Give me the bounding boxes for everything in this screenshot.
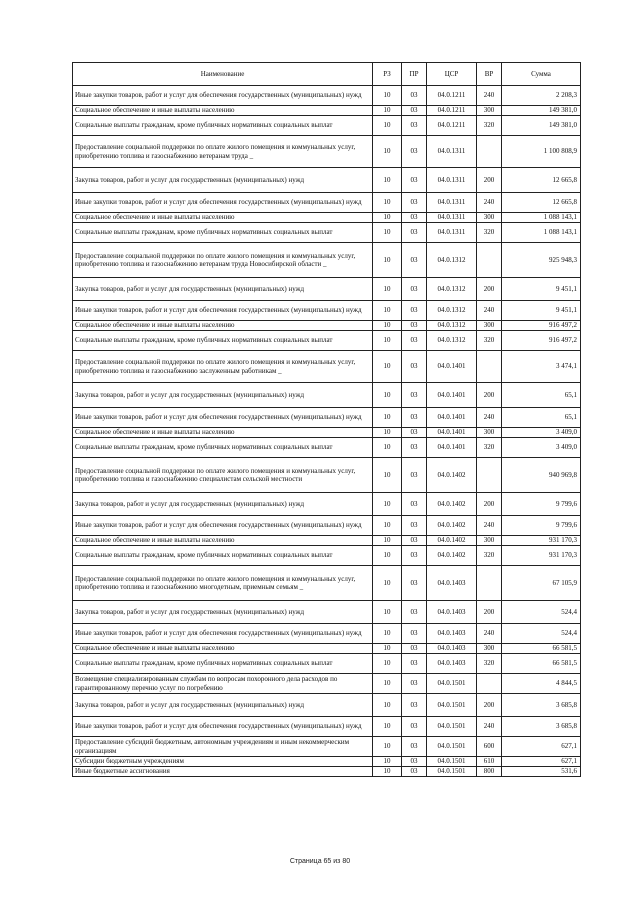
cell-vr: 300	[477, 213, 502, 223]
cell-pr: 03	[402, 694, 427, 717]
cell-vr: 240	[477, 516, 502, 536]
cell-csr: 04.0.1312	[427, 278, 477, 301]
cell-vr: 200	[477, 493, 502, 516]
table-row	[73, 116, 581, 136]
cell-rz: 10	[373, 193, 402, 213]
cell-rz: 10	[373, 493, 402, 516]
cell-rz: 10	[373, 546, 402, 566]
table-row	[73, 674, 581, 694]
cell-name: Иные закупки товаров, работ и услуг для обеспечения государственных (муниципальных) нужд	[73, 86, 373, 106]
cell-name: Иные закупки товаров, работ и услуг для обеспечения государственных (муниципальных) нужд	[73, 624, 373, 644]
cell-vr: 300	[477, 536, 502, 546]
cell-pr: 03	[402, 86, 427, 106]
cell-name: Закупка товаров, работ и услуг для государственных (муниципальных) нужд	[73, 278, 373, 301]
cell-name: Социальное обеспечение и иные выплаты населению	[73, 644, 373, 654]
cell-rz: 10	[373, 694, 402, 717]
cell-vr	[477, 351, 502, 383]
cell-name: Иные закупки товаров, работ и услуг для обеспечения государственных (муниципальных) нужд	[73, 717, 373, 737]
cell-sum: 3 409,0	[502, 428, 581, 438]
cell-pr: 03	[402, 654, 427, 674]
cell-name: Социальное обеспечение и иные выплаты населению	[73, 213, 373, 223]
cell-sum: 66 581,5	[502, 654, 581, 674]
cell-vr: 300	[477, 321, 502, 331]
cell-sum: 531,6	[502, 767, 581, 777]
cell-csr: 04.0.1401	[427, 438, 477, 458]
cell-sum: 67 105,9	[502, 566, 581, 601]
cell-rz: 10	[373, 428, 402, 438]
cell-vr: 240	[477, 301, 502, 321]
table-row	[73, 278, 581, 301]
table-row	[73, 168, 581, 193]
cell-name: Возмещение специализированным службам по вопросам похоронного дела расходов по гарантированному перечню услуг по погребению	[73, 674, 373, 694]
cell-pr: 03	[402, 717, 427, 737]
cell-vr	[477, 243, 502, 278]
cell-csr: 04.0.1311	[427, 136, 477, 168]
cell-vr: 300	[477, 644, 502, 654]
cell-csr: 04.0.1501	[427, 757, 477, 767]
table-row	[73, 321, 581, 331]
cell-rz: 10	[373, 243, 402, 278]
cell-pr: 03	[402, 331, 427, 351]
cell-rz: 10	[373, 213, 402, 223]
cell-csr: 04.0.1211	[427, 116, 477, 136]
cell-vr: 300	[477, 106, 502, 116]
cell-vr	[477, 674, 502, 694]
cell-csr: 04.0.1311	[427, 213, 477, 223]
cell-pr: 03	[402, 136, 427, 168]
cell-name: Социальные выплаты гражданам, кроме публичных нормативных социальных выплат	[73, 331, 373, 351]
cell-sum: 3 409,0	[502, 438, 581, 458]
cell-vr: 320	[477, 331, 502, 351]
table-row	[73, 106, 581, 116]
cell-rz: 10	[373, 331, 402, 351]
cell-rz: 10	[373, 717, 402, 737]
cell-sum: 3 685,8	[502, 717, 581, 737]
cell-csr: 04.0.1312	[427, 321, 477, 331]
cell-sum: 916 497,2	[502, 321, 581, 331]
cell-rz: 10	[373, 536, 402, 546]
cell-vr: 240	[477, 193, 502, 213]
cell-pr: 03	[402, 213, 427, 223]
cell-name: Социальное обеспечение и иные выплаты населению	[73, 428, 373, 438]
cell-sum: 1 088 143,1	[502, 223, 581, 243]
table-row	[73, 536, 581, 546]
cell-rz: 10	[373, 278, 402, 301]
table-row	[73, 351, 581, 383]
cell-csr: 04.0.1312	[427, 243, 477, 278]
cell-rz: 10	[373, 654, 402, 674]
table-row	[73, 601, 581, 624]
cell-sum: 1 100 808,9	[502, 136, 581, 168]
cell-rz: 10	[373, 168, 402, 193]
cell-csr: 04.0.1312	[427, 331, 477, 351]
cell-vr: 320	[477, 546, 502, 566]
cell-vr	[477, 458, 502, 493]
cell-name: Иные закупки товаров, работ и услуг для обеспечения государственных (муниципальных) нужд	[73, 193, 373, 213]
cell-csr: 04.0.1402	[427, 546, 477, 566]
table-row	[73, 654, 581, 674]
cell-csr: 04.0.1403	[427, 566, 477, 601]
cell-rz: 10	[373, 136, 402, 168]
cell-sum: 149 381,0	[502, 116, 581, 136]
cell-name: Предоставление социальной поддержки по оплате жилого помещения и коммунальных услуг, приобретению топлива и газоснабжению ветеранам труда Новосибирской области _	[73, 243, 373, 278]
cell-pr: 03	[402, 674, 427, 694]
cell-name: Социальное обеспечение и иные выплаты населению	[73, 536, 373, 546]
cell-pr: 03	[402, 516, 427, 536]
cell-csr: 04.0.1403	[427, 644, 477, 654]
cell-name: Закупка товаров, работ и услуг для государственных (муниципальных) нужд	[73, 694, 373, 717]
cell-rz: 10	[373, 458, 402, 493]
cell-csr: 04.0.1501	[427, 767, 477, 777]
table-header-row	[73, 63, 581, 86]
cell-name: Социальное обеспечение и иные выплаты населению	[73, 106, 373, 116]
cell-vr: 200	[477, 383, 502, 408]
cell-vr: 200	[477, 278, 502, 301]
cell-sum: 524,4	[502, 624, 581, 644]
cell-vr: 240	[477, 717, 502, 737]
cell-rz: 10	[373, 624, 402, 644]
cell-pr: 03	[402, 536, 427, 546]
cell-csr: 04.0.1211	[427, 86, 477, 106]
cell-rz: 10	[373, 86, 402, 106]
table-row	[73, 136, 581, 168]
table-row	[73, 546, 581, 566]
budget-table-sheet	[72, 62, 580, 777]
cell-vr: 240	[477, 408, 502, 428]
table-row	[73, 331, 581, 351]
cell-csr: 04.0.1311	[427, 168, 477, 193]
table-row	[73, 624, 581, 644]
header-vr: ВР	[477, 63, 502, 86]
cell-vr: 300	[477, 428, 502, 438]
cell-csr: 04.0.1501	[427, 694, 477, 717]
cell-rz: 10	[373, 223, 402, 243]
cell-sum: 9 451,1	[502, 301, 581, 321]
cell-vr: 320	[477, 654, 502, 674]
table-row	[73, 644, 581, 654]
cell-csr: 04.0.1311	[427, 223, 477, 243]
cell-vr: 200	[477, 168, 502, 193]
cell-sum: 12 665,8	[502, 168, 581, 193]
table-row	[73, 383, 581, 408]
cell-csr: 04.0.1311	[427, 193, 477, 213]
cell-vr: 610	[477, 757, 502, 767]
cell-rz: 10	[373, 767, 402, 777]
cell-pr: 03	[402, 278, 427, 301]
cell-csr: 04.0.1501	[427, 674, 477, 694]
table-row	[73, 408, 581, 428]
cell-name: Иные закупки товаров, работ и услуг для обеспечения государственных (муниципальных) нужд	[73, 408, 373, 428]
cell-pr: 03	[402, 116, 427, 136]
cell-pr: 03	[402, 408, 427, 428]
header-csr: ЦСР	[427, 63, 477, 86]
cell-csr: 04.0.1403	[427, 654, 477, 674]
cell-sum: 9 451,1	[502, 278, 581, 301]
cell-pr: 03	[402, 624, 427, 644]
cell-sum: 931 170,3	[502, 536, 581, 546]
cell-name: Предоставление субсидий бюджетным, автономным учреждениям и иным некоммерческим организациям	[73, 737, 373, 757]
cell-rz: 10	[373, 737, 402, 757]
cell-pr: 03	[402, 243, 427, 278]
cell-rz: 10	[373, 408, 402, 428]
cell-sum: 2 208,3	[502, 86, 581, 106]
cell-csr: 04.0.1403	[427, 624, 477, 644]
cell-vr: 600	[477, 737, 502, 757]
cell-csr: 04.0.1403	[427, 601, 477, 624]
cell-name: Закупка товаров, работ и услуг для государственных (муниципальных) нужд	[73, 168, 373, 193]
table-row	[73, 438, 581, 458]
cell-name: Предоставление социальной поддержки по оплате жилого помещения и коммунальных услуг, приобретению топлива и газоснабжению специалистам сельской местности	[73, 458, 373, 493]
cell-sum: 66 581,5	[502, 644, 581, 654]
cell-name: Иные закупки товаров, работ и услуг для обеспечения государственных (муниципальных) нужд	[73, 516, 373, 536]
cell-sum: 3 685,8	[502, 694, 581, 717]
cell-rz: 10	[373, 116, 402, 136]
cell-sum: 925 948,3	[502, 243, 581, 278]
cell-vr: 200	[477, 694, 502, 717]
cell-pr: 03	[402, 168, 427, 193]
cell-pr: 03	[402, 106, 427, 116]
table-row	[73, 717, 581, 737]
cell-name: Социальные выплаты гражданам, кроме публичных нормативных социальных выплат	[73, 546, 373, 566]
cell-pr: 03	[402, 351, 427, 383]
cell-rz: 10	[373, 644, 402, 654]
cell-rz: 10	[373, 321, 402, 331]
table-body	[73, 86, 581, 777]
cell-rz: 10	[373, 757, 402, 767]
cell-vr	[477, 136, 502, 168]
cell-sum: 524,4	[502, 601, 581, 624]
cell-name: Предоставление социальной поддержки по оплате жилого помещения и коммунальных услуг, приобретению топлива и газоснабжению многодетным, приемным семьям _	[73, 566, 373, 601]
cell-sum: 4 844,5	[502, 674, 581, 694]
table-row	[73, 458, 581, 493]
table-row	[73, 767, 581, 777]
cell-sum: 9 799,6	[502, 516, 581, 536]
cell-csr: 04.0.1402	[427, 536, 477, 546]
cell-name: Закупка товаров, работ и услуг для государственных (муниципальных) нужд	[73, 601, 373, 624]
cell-vr	[477, 566, 502, 601]
table-row	[73, 86, 581, 106]
cell-vr: 200	[477, 601, 502, 624]
header-pr: ПР	[402, 63, 427, 86]
cell-name: Социальные выплаты гражданам, кроме публичных нормативных социальных выплат	[73, 116, 373, 136]
table-row	[73, 694, 581, 717]
cell-sum: 931 170,3	[502, 546, 581, 566]
cell-vr: 320	[477, 223, 502, 243]
table-row	[73, 193, 581, 213]
cell-pr: 03	[402, 757, 427, 767]
cell-rz: 10	[373, 601, 402, 624]
cell-pr: 03	[402, 737, 427, 757]
cell-rz: 10	[373, 516, 402, 536]
table-row	[73, 566, 581, 601]
cell-pr: 03	[402, 428, 427, 438]
page-number: Страница 65 из 80	[289, 858, 351, 865]
cell-sum: 65,1	[502, 383, 581, 408]
cell-sum: 9 799,6	[502, 493, 581, 516]
cell-vr: 320	[477, 116, 502, 136]
cell-csr: 04.0.1401	[427, 428, 477, 438]
table-row	[73, 757, 581, 767]
cell-name: Иные бюджетные ассигнования	[73, 767, 373, 777]
cell-rz: 10	[373, 383, 402, 408]
cell-rz: 10	[373, 301, 402, 321]
cell-pr: 03	[402, 493, 427, 516]
cell-pr: 03	[402, 767, 427, 777]
cell-pr: 03	[402, 644, 427, 654]
cell-sum: 12 665,8	[502, 193, 581, 213]
cell-pr: 03	[402, 566, 427, 601]
cell-csr: 04.0.1401	[427, 351, 477, 383]
cell-sum: 3 474,1	[502, 351, 581, 383]
cell-name: Социальные выплаты гражданам, кроме публичных нормативных социальных выплат	[73, 223, 373, 243]
header-sum: Сумма	[502, 63, 581, 86]
cell-csr: 04.0.1501	[427, 717, 477, 737]
cell-sum: 627,1	[502, 757, 581, 767]
header-name: Наименование	[73, 63, 373, 86]
cell-name: Субсидии бюджетным учреждениям	[73, 757, 373, 767]
cell-csr: 04.0.1211	[427, 106, 477, 116]
budget-table	[72, 62, 581, 777]
cell-rz: 10	[373, 106, 402, 116]
cell-vr: 240	[477, 624, 502, 644]
cell-rz: 10	[373, 674, 402, 694]
cell-rz: 10	[373, 351, 402, 383]
cell-sum: 916 497,2	[502, 331, 581, 351]
cell-vr: 800	[477, 767, 502, 777]
cell-name: Социальное обеспечение и иные выплаты населению	[73, 321, 373, 331]
cell-name: Социальные выплаты гражданам, кроме публичных нормативных социальных выплат	[73, 438, 373, 458]
cell-sum: 65,1	[502, 408, 581, 428]
cell-name: Предоставление социальной поддержки по оплате жилого помещения и коммунальных услуг, приобретению топлива и газоснабжению заслуженным работникам _	[73, 351, 373, 383]
cell-pr: 03	[402, 438, 427, 458]
cell-sum: 627,1	[502, 737, 581, 757]
table-row	[73, 737, 581, 757]
table-row	[73, 493, 581, 516]
cell-pr: 03	[402, 223, 427, 243]
cell-csr: 04.0.1401	[427, 408, 477, 428]
cell-name: Социальные выплаты гражданам, кроме публичных нормативных социальных выплат	[73, 654, 373, 674]
cell-csr: 04.0.1501	[427, 737, 477, 757]
table-row	[73, 223, 581, 243]
cell-csr: 04.0.1401	[427, 383, 477, 408]
cell-name: Иные закупки товаров, работ и услуг для обеспечения государственных (муниципальных) нужд	[73, 301, 373, 321]
cell-pr: 03	[402, 193, 427, 213]
table-row	[73, 428, 581, 438]
cell-sum: 1 088 143,1	[502, 213, 581, 223]
cell-pr: 03	[402, 458, 427, 493]
table-row	[73, 243, 581, 278]
cell-vr: 240	[477, 86, 502, 106]
cell-csr: 04.0.1402	[427, 458, 477, 493]
cell-csr: 04.0.1402	[427, 516, 477, 536]
cell-name: Закупка товаров, работ и услуг для государственных (муниципальных) нужд	[73, 493, 373, 516]
cell-rz: 10	[373, 566, 402, 601]
cell-pr: 03	[402, 546, 427, 566]
table-row	[73, 301, 581, 321]
cell-name: Закупка товаров, работ и услуг для государственных (муниципальных) нужд	[73, 383, 373, 408]
cell-rz: 10	[373, 438, 402, 458]
cell-sum: 940 969,8	[502, 458, 581, 493]
header-rz: РЗ	[373, 63, 402, 86]
cell-csr: 04.0.1402	[427, 493, 477, 516]
cell-pr: 03	[402, 321, 427, 331]
cell-csr: 04.0.1312	[427, 301, 477, 321]
cell-pr: 03	[402, 601, 427, 624]
table-row	[73, 516, 581, 536]
cell-vr: 320	[477, 438, 502, 458]
cell-pr: 03	[402, 301, 427, 321]
cell-sum: 149 381,0	[502, 106, 581, 116]
cell-name: Предоставление социальной поддержки по оплате жилого помещения и коммунальных услуг, приобретению топлива и газоснабжению ветеранам труда _	[73, 136, 373, 168]
table-row	[73, 213, 581, 223]
cell-pr: 03	[402, 383, 427, 408]
